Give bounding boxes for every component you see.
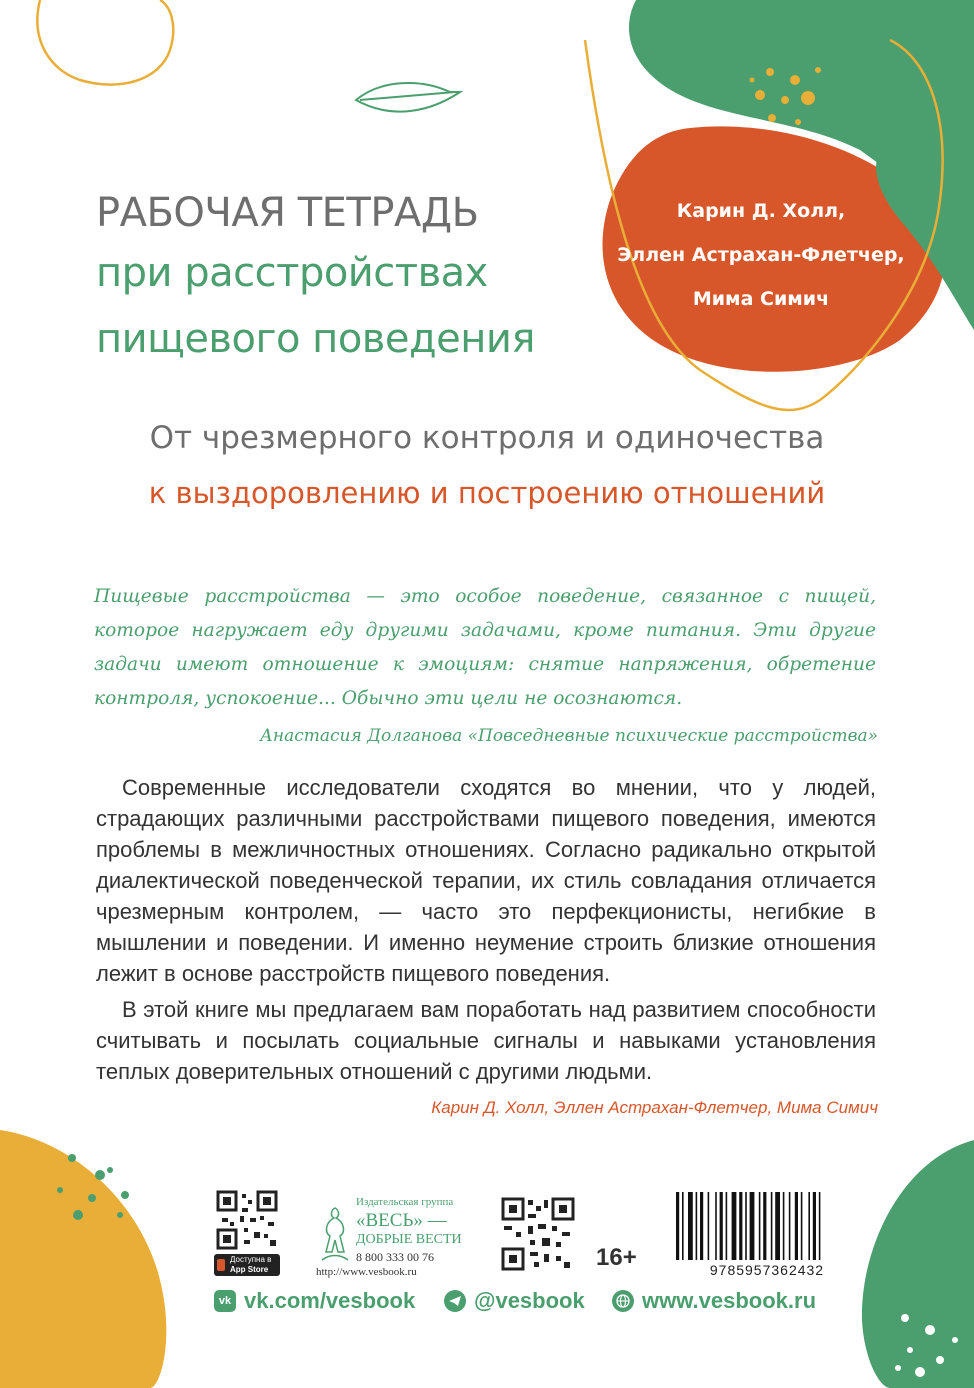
barcode-bar	[819, 1192, 821, 1260]
title-line-1: РАБОЧАЯ ТЕТРАДЬ	[96, 190, 479, 236]
subtitle-line-2: к выздоровлению и построению отношений	[148, 476, 826, 510]
publisher-name: «ВЕСЬ» —	[356, 1210, 447, 1231]
subtitle-line-1: От чрезмерного контроля и одиночества	[149, 420, 825, 456]
barcode-bar	[813, 1192, 816, 1260]
barcode-bar	[801, 1192, 803, 1260]
telegram-text: @vesbook	[474, 1288, 585, 1313]
globe-icon	[612, 1290, 634, 1312]
barcode-bar	[745, 1192, 747, 1260]
barcode-bar	[720, 1192, 723, 1260]
barcode-bar	[783, 1192, 785, 1260]
age-rating: 16+	[596, 1244, 637, 1271]
author-1: Карин Д. Холл,	[676, 200, 846, 222]
yellow-blob-bottom-left	[0, 1130, 166, 1388]
title-line-2: при расстройствах	[96, 250, 488, 296]
barcode-bar	[739, 1192, 742, 1260]
isbn-number: 9785957362432	[709, 1262, 825, 1278]
barcode-bar	[763, 1192, 766, 1260]
barcode-bar	[775, 1192, 780, 1260]
body-paragraph-2: В этой книге мы предлагаем вам поработать над развитием способности считывать и посылать социальные сигналы и навыками установления теплых доверительных отношений с другими людьми.	[96, 997, 876, 1084]
publisher-group-label: Издательская группа	[356, 1196, 454, 1208]
author-2: Эллен Астрахан-Флетчер,	[617, 244, 905, 266]
barcode-bar	[771, 1192, 773, 1260]
quote-source: Анастасия Долганова «Повседневные психические расстройства»	[260, 726, 878, 746]
barcode-bar	[759, 1192, 761, 1260]
publisher-slogan: ДОБРЫЕ ВЕСТИ	[356, 1232, 462, 1247]
qr-code-app[interactable]	[214, 1188, 280, 1252]
website-text: www.vesbook.ru	[642, 1288, 817, 1313]
barcode-bar	[688, 1192, 693, 1260]
barcode-bar	[732, 1192, 737, 1260]
telegram-link[interactable]	[444, 1288, 585, 1314]
publisher-logo-icon	[316, 1204, 354, 1266]
vk-icon: vk	[214, 1290, 236, 1312]
quote-text: Пищевые расстройства — это особое поведение, связанное с пищей, которое нагружает еду другими задачами, кроме питания. Эти другие задачи имеют отношение к эмоциям: снятие напряжения, обретение контроля, успокоение... Обычно эти цели не осознаются.	[94, 586, 876, 709]
phone-icon	[217, 1259, 225, 1271]
isbn-barcode	[672, 1192, 862, 1262]
qr-code-website[interactable]	[500, 1196, 576, 1272]
telegram-icon	[444, 1290, 466, 1312]
barcode-bar	[682, 1192, 684, 1260]
barcode-bar	[808, 1192, 810, 1260]
author-3: Мима Симич	[692, 288, 830, 310]
body-paragraph-1: Современные исследователи сходятся во мнении, что у людей, страдающих различными расстройствами пищевого поведения, имеются проблемы в межличностных отношениях. Согласно радикально открытой диалектической поведенческой терапии, их стиль совладания отличается чрезмерным контролем, — часто это перфекционисты, негибкие в мышлении и поведении. И именно неумение строить близкие отношения лежит в основе расстройств пищевого поведения.	[96, 775, 876, 986]
barcode-bar	[700, 1192, 703, 1260]
vk-text: vk.com/vesbook	[244, 1288, 416, 1313]
green-blob-bottom-right	[862, 1140, 974, 1388]
vk-link[interactable]	[214, 1288, 415, 1314]
barcode-bar	[715, 1192, 717, 1260]
signature: Карин Д. Холл, Эллен Астрахан-Флетчер, Мима Симич	[431, 1098, 878, 1117]
barcode-bar	[750, 1192, 755, 1260]
title-line-3: пищевого поведения	[96, 316, 535, 362]
barcode-bar	[708, 1192, 710, 1260]
barcode-bar	[696, 1192, 698, 1260]
website-link[interactable]	[612, 1288, 816, 1314]
leaf-outline	[356, 83, 460, 112]
appstore-line-2: App Store	[230, 1265, 269, 1274]
appstore-line-1: Доступна в	[230, 1255, 272, 1264]
yellow-loop-line	[37, 0, 173, 85]
barcode-bar	[676, 1192, 679, 1260]
publisher-url-small[interactable]: http://www.vesbook.ru	[316, 1266, 417, 1278]
app-store-badge[interactable]	[214, 1254, 280, 1276]
publisher-phone: 8 800 333 00 76	[356, 1250, 434, 1264]
barcode-bar	[795, 1192, 798, 1260]
barcode-bar	[789, 1192, 791, 1260]
barcode-bar	[726, 1192, 728, 1260]
